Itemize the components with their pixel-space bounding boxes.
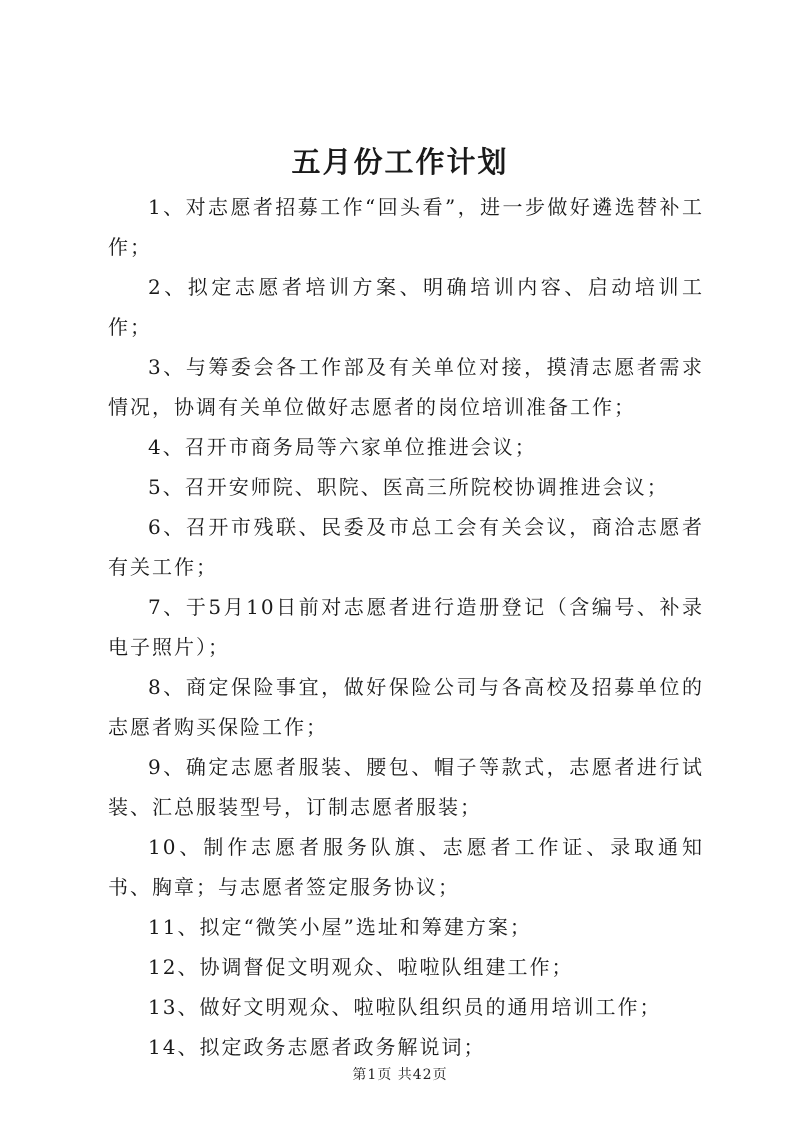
paragraph-item-6: 6、召开市残联、民委及市总工会有关会议，商洽志愿者有关工作；: [108, 515, 704, 579]
paragraph-item-2: 2、拟定志愿者培训方案、明确培训内容、启动培训工作；: [108, 275, 704, 339]
paragraph-item-11: 11、拟定“微笑小屋”选址和筹建方案；: [148, 915, 532, 939]
page-number-footer: 第1页 共42页: [352, 1067, 448, 1083]
document-body: [108, 187, 704, 1067]
paragraph-item-4: 4、召开市商务局等六家单位推进会议；: [148, 435, 537, 459]
paragraph-item-1: 1、对志愿者招募工作“回头看”，进一步做好遴选替补工作；: [108, 195, 704, 259]
document-title: 五月份工作计划: [291, 145, 509, 179]
paragraph-item-9: 9、确定志愿者服装、腰包、帽子等款式，志愿者进行试装、汇总服装型号，订制志愿者服装；: [108, 755, 704, 819]
paragraph-item-13: 13、做好文明观众、啦啦队组织员的通用培训工作；: [148, 995, 662, 1019]
paragraph-item-5: 5、召开安师院、职院、医高三所院校协调推进会议；: [148, 475, 669, 499]
paragraph-item-14: 14、拟定政务志愿者政务解说词；: [148, 1035, 486, 1059]
paragraph-item-12: 12、协调督促文明观众、啦啦队组建工作；: [148, 955, 574, 979]
paragraph-item-7: 7、于5月10日前对志愿者进行造册登记（含编号、补录电子照片）；: [108, 595, 704, 659]
paragraph-item-3: 3、与筹委会各工作部及有关单位对接，摸清志愿者需求情况，协调有关单位做好志愿者的岗位培训准备工作；: [108, 355, 704, 419]
paragraph-item-8: 8、商定保险事宜，做好保险公司与各高校及招募单位的志愿者购买保险工作；: [108, 675, 704, 739]
paragraph-item-10: 10、制作志愿者服务队旗、志愿者工作证、录取通知书、胸章；与志愿者签定服务协议；: [108, 835, 704, 899]
